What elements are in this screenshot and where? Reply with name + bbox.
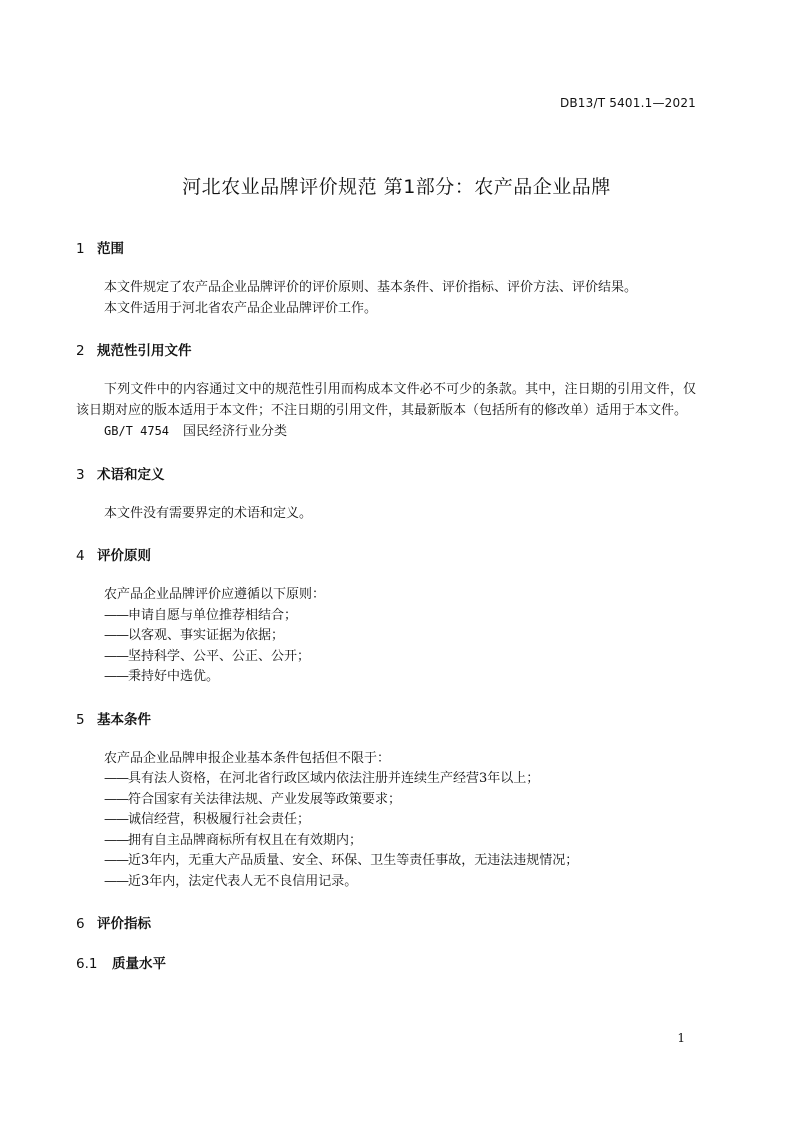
section-heading xyxy=(76,914,696,934)
paragraph: 本文件规定了农产品企业品牌评价的评价原则、基本条件、评价指标、评价方法、评价结果。 xyxy=(104,280,638,295)
section-title: 规范性引用文件 xyxy=(97,343,192,359)
list-item-text: 符合国家有关法律法规、产业发展等政策要求； xyxy=(128,791,402,807)
list-item-text: 近3年内，无重大产品质量、安全、环保、卫生等责任事故，无违法违规情况； xyxy=(128,853,579,868)
paragraph: 下列文件中的内容通过文中的规范性引用而构成本文件必不可少的条款。其中，注日期的引用文件，仅该日期对应的版本适用于本文件；不注日期的引用文件，其最新版本（包括所有的修改单）适用于本文件。 xyxy=(76,382,696,418)
dash-mark: —— xyxy=(104,791,128,807)
paragraph: 本文件适用于河北省农产品企业品牌评价工作。 xyxy=(104,300,378,316)
dash-mark: —— xyxy=(104,853,128,868)
section-spacer xyxy=(76,934,696,954)
list-item xyxy=(76,606,696,627)
list-item-text: 拥有自主品牌商标所有权且在有效期内； xyxy=(128,832,363,848)
paragraph: 农产品企业品牌申报企业基本条件包括但不限于： xyxy=(104,750,391,766)
section-heading xyxy=(76,341,696,361)
reference-code: GB/T 4754 xyxy=(104,424,170,438)
paragraph: 本文件没有需要界定的术语和定义。 xyxy=(104,505,313,521)
list-item xyxy=(76,626,696,647)
section-heading xyxy=(76,239,696,259)
reference-title: 国民经济行业分类 xyxy=(183,424,288,439)
section-number: 6 xyxy=(76,916,85,932)
subsection-number: 6.1 xyxy=(76,956,98,972)
section-title: 术语和定义 xyxy=(97,466,165,483)
dash-mark: —— xyxy=(104,628,128,643)
list-item xyxy=(76,790,696,811)
section-title: 评价原则 xyxy=(97,548,151,564)
section-basic-conditions xyxy=(76,710,696,893)
section-title: 基本条件 xyxy=(97,711,151,728)
section-number: 2 xyxy=(76,343,85,359)
section-number: 5 xyxy=(76,711,85,728)
section-number: 3 xyxy=(76,466,85,483)
section-number: 1 xyxy=(76,241,85,257)
list-item-text: 近3年内，法定代表人无不良信用记录。 xyxy=(128,873,358,889)
section-body xyxy=(76,278,696,319)
list-item-text: 具有法人资格，在河北省行政区域内依法注册并连续生产经营3年以上； xyxy=(128,771,540,786)
section-number: 4 xyxy=(76,548,85,564)
dash-mark: —— xyxy=(104,873,128,889)
page-number: 1 xyxy=(677,1031,685,1045)
section-heading xyxy=(76,465,696,485)
section-body xyxy=(76,585,696,688)
section-heading xyxy=(76,546,696,566)
list-item xyxy=(76,769,696,790)
dash-mark: —— xyxy=(104,648,128,664)
dash-mark: —— xyxy=(104,607,128,623)
section-body xyxy=(76,380,696,443)
list-item xyxy=(76,872,696,893)
list-item-text: 秉持好中选优。 xyxy=(128,669,220,684)
section-normative-references xyxy=(76,341,696,443)
section-body xyxy=(76,504,696,525)
section-principles xyxy=(76,546,696,688)
document-title: 河北农业品牌评价规范 第1部分：农产品企业品牌 xyxy=(182,176,611,198)
document-code: DB13/T 5401.1—2021 xyxy=(559,96,696,110)
list-item xyxy=(76,831,696,852)
dash-mark: —— xyxy=(104,812,128,827)
list-item xyxy=(76,851,696,872)
section-heading xyxy=(76,710,696,730)
subsection-title: 质量水平 xyxy=(112,956,166,972)
subsection-heading xyxy=(76,954,696,974)
dash-mark: —— xyxy=(104,669,128,684)
section-body xyxy=(76,749,696,893)
list-item-text: 以客观、事实证据为依据； xyxy=(128,628,285,643)
section-terms xyxy=(76,465,696,525)
dash-mark: —— xyxy=(104,832,128,848)
list-item-text: 坚持科学、公平、公正、公开； xyxy=(128,648,311,664)
paragraph: 农产品企业品牌评价应遵循以下原则： xyxy=(104,587,326,602)
section-scope xyxy=(76,239,696,319)
list-item xyxy=(76,810,696,831)
list-item-text: 诚信经营，积极履行社会责任； xyxy=(128,812,311,827)
list-item xyxy=(76,647,696,668)
reference-entry xyxy=(76,421,696,443)
section-evaluation-indicators xyxy=(76,914,696,974)
list-item xyxy=(76,667,696,688)
document-body xyxy=(76,239,696,974)
section-title: 评价指标 xyxy=(97,916,151,932)
section-title: 范围 xyxy=(97,241,124,257)
list-item-text: 申请自愿与单位推荐相结合； xyxy=(128,607,298,623)
dash-mark: —— xyxy=(104,771,128,786)
